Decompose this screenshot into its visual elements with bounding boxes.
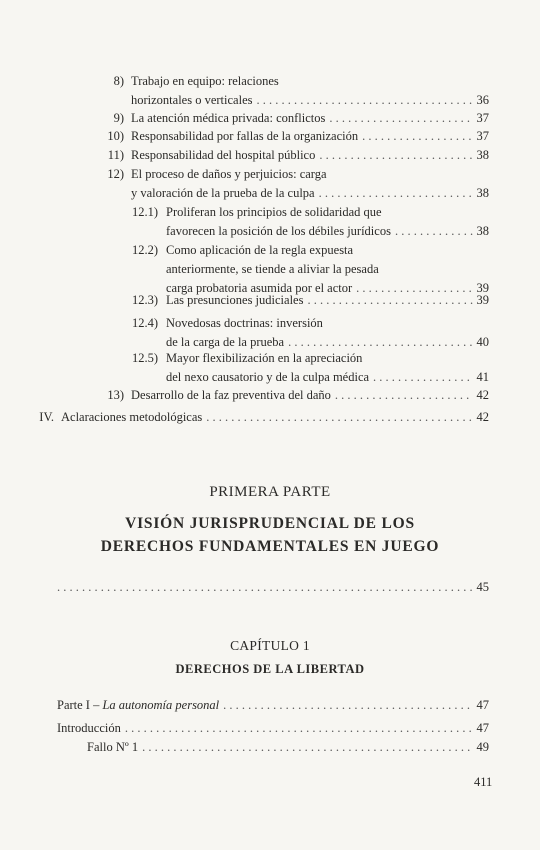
toc-entry-number: 12.1) — [131, 205, 158, 219]
toc-entry-prefix: Parte I – — [57, 698, 103, 712]
toc-entry-number: 12.4) — [131, 316, 158, 330]
leader-dots — [395, 222, 473, 241]
toc-entry-text: horizontales o verticales — [131, 93, 253, 107]
toc-entry-text: del nexo causatorio y de la culpa médica — [166, 370, 370, 384]
toc-entry-text: Trabajo en equipo: relaciones — [131, 74, 279, 88]
toc-page-number: 38 — [476, 224, 489, 238]
toc-entry-number: 13) — [107, 388, 124, 402]
toc-entry-fallo-1 — [87, 738, 489, 757]
toc-entry-text: anteriormente, se tiende a aliviar la pesada — [166, 262, 379, 276]
toc-entry-text: y valoración de la prueba de la culpa — [131, 186, 315, 200]
toc-entry-number: IV. — [39, 410, 54, 424]
toc-entry-text: Fallo Nº 1 — [87, 740, 139, 754]
part-heading: PRIMERA PARTE — [209, 484, 331, 500]
leader-dots — [256, 91, 472, 110]
toc-page-number: 38 — [476, 148, 489, 162]
toc-entry-number: 8) — [113, 74, 124, 88]
toc-entry-text: favorecen la posición de los débiles jurídicos — [166, 224, 391, 238]
leader-dots — [373, 368, 472, 387]
leader-dots — [57, 578, 473, 597]
toc-entry-number: 9) — [113, 111, 124, 125]
toc-entry-text: Proliferan los principios de solidaridad que — [166, 205, 382, 219]
toc-entry-text: carga probatoria asumida por el actor — [166, 281, 353, 295]
toc-page-number: 42 — [476, 388, 489, 402]
part-title — [0, 512, 540, 558]
toc-page-number: 47 — [476, 721, 489, 735]
chapter-heading: CAPÍTULO 1 — [230, 638, 310, 653]
toc-entry-text: La atención médica privada: conflictos — [131, 111, 326, 125]
toc-page-number: 47 — [476, 698, 489, 712]
toc-page-number: 38 — [476, 186, 489, 200]
leader-dots — [335, 386, 473, 405]
leader-dots — [206, 408, 472, 427]
toc-entry-number: 12.2) — [131, 243, 158, 257]
toc-entry-number: 12.3) — [131, 293, 158, 307]
leader-dots — [125, 719, 473, 738]
toc-page-number: 37 — [476, 111, 489, 125]
toc-page-number: 39 — [476, 293, 489, 307]
toc-page-number: 40 — [476, 335, 489, 349]
leader-dots — [142, 738, 472, 757]
toc-page-number: 49 — [476, 740, 489, 754]
part-page-entry — [57, 578, 489, 597]
toc-entry-text: Desarrollo de la faz preventiva del daño — [131, 388, 331, 402]
toc-entry-number: 12.5) — [131, 351, 158, 365]
leader-dots — [362, 127, 472, 146]
toc-entry-italic: La autonomía personal — [102, 698, 220, 712]
toc-page-number: 45 — [476, 580, 489, 594]
toc-entry-text: Novedosas doctrinas: inversión — [166, 316, 323, 330]
toc-entry-text: Mayor flexibilización en la apreciación — [166, 351, 363, 365]
leader-dots — [319, 184, 473, 203]
chapter-title: DERECHOS DE LA LIBERTAD — [175, 662, 365, 676]
toc-entry-introduccion — [57, 719, 489, 738]
toc-page-number: 42 — [476, 410, 489, 424]
toc-page-number: 41 — [476, 370, 489, 384]
toc-entry-text: de la carga de la prueba — [166, 335, 285, 349]
toc-entry-parte-i — [57, 696, 489, 715]
toc-entry-text: Las presunciones judiciales — [166, 293, 304, 307]
toc-entry-number: 12) — [107, 167, 124, 181]
leader-dots — [307, 291, 472, 310]
leader-dots — [329, 109, 472, 128]
part-title-line: VISIÓN JURISPRUDENCIAL DE LOS — [125, 515, 415, 532]
part-title-line: DERECHOS FUNDAMENTALES EN JUEGO — [100, 538, 440, 555]
toc-entry-number: 11) — [107, 148, 124, 162]
toc-entry-text: Como aplicación de la regla expuesta — [166, 243, 354, 257]
toc-entry-text: Introducción — [57, 721, 121, 735]
leader-dots — [223, 696, 472, 715]
toc-page-number: 39 — [476, 281, 489, 295]
toc-entry-text: Responsabilidad del hospital público — [131, 148, 316, 162]
toc-entry-number: 10) — [107, 129, 124, 143]
toc-entry-text: Responsabilidad por fallas de la organización — [131, 129, 359, 143]
toc-page-number: 37 — [476, 129, 489, 143]
page-number-folio: 411 — [474, 775, 493, 789]
leader-dots — [319, 146, 472, 165]
toc-entry-text — [57, 696, 219, 715]
toc-page-number: 36 — [476, 93, 489, 107]
toc-entry-text: El proceso de daños y perjuicios: carga — [131, 167, 327, 181]
toc-entry-text: Aclaraciones metodológicas — [61, 410, 203, 424]
